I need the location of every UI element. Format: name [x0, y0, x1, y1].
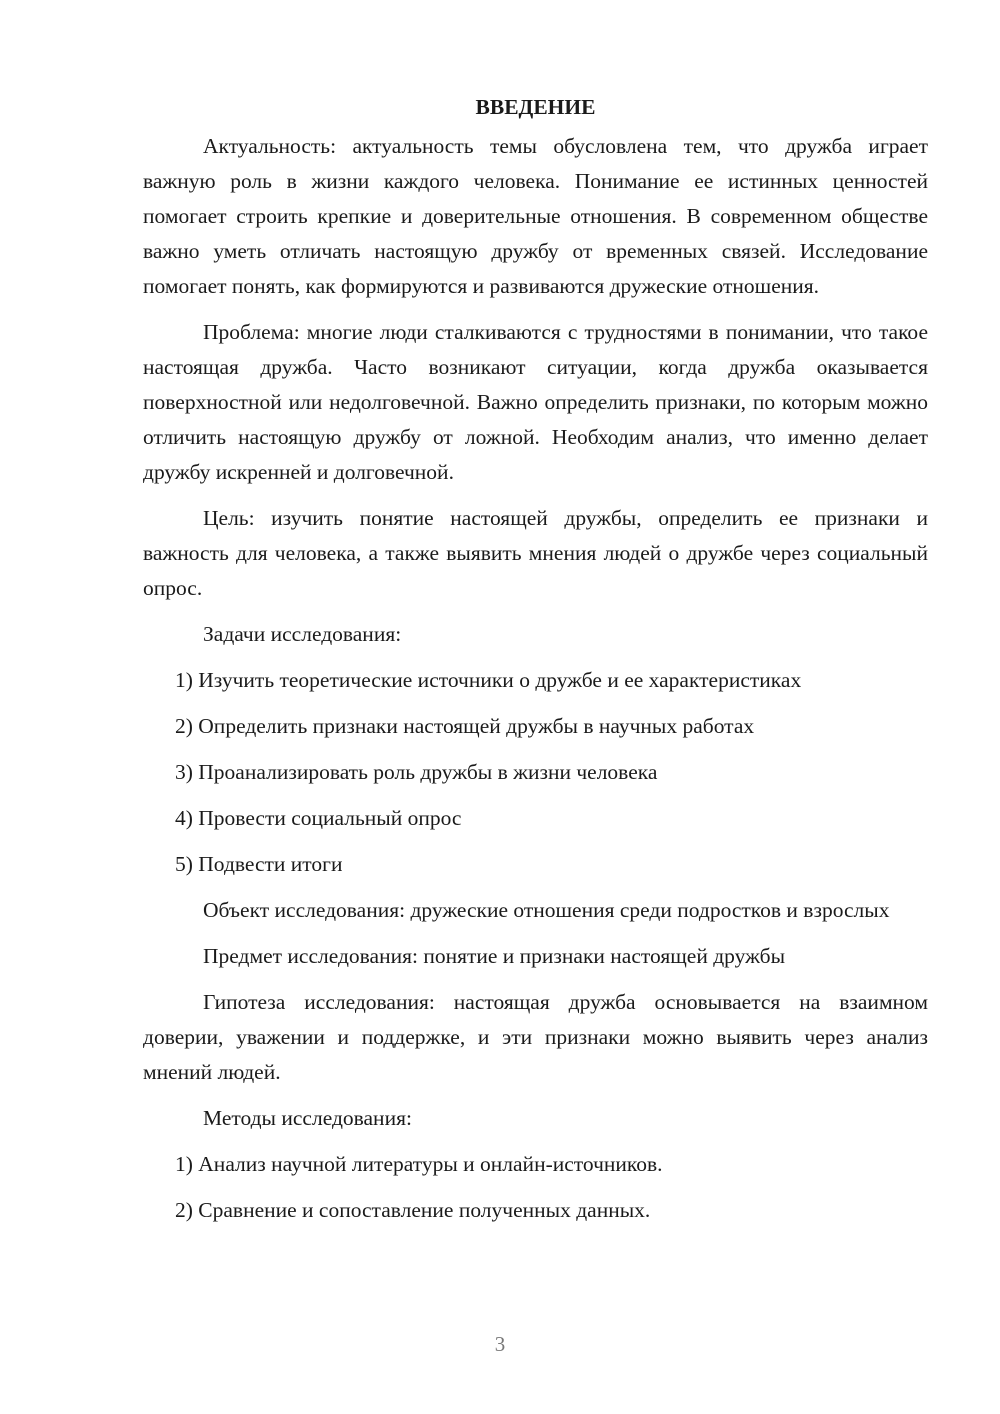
hypothesis-paragraph: Гипотеза исследования: настоящая дружба основывается на взаимном доверии, уважении и поддержке, и эти признаки можно выявить через анализ мнений людей.: [143, 990, 928, 1084]
list-item: 2) Определить признаки настоящей дружбы в научных работах: [175, 714, 755, 738]
subject-paragraph: Предмет исследования: понятие и признаки настоящей дружбы: [203, 944, 786, 968]
methods-list: [143, 1147, 928, 1228]
object-paragraph: Объект исследования: дружеские отношения среди подростков и взрослых: [203, 898, 890, 922]
section-title: ВВЕДЕНИЕ: [475, 95, 596, 119]
list-item: 2) Сравнение и сопоставление полученных данных.: [175, 1198, 651, 1222]
page-number: 3: [494, 1332, 506, 1356]
document-page: [143, 90, 928, 1239]
list-item: 1) Изучить теоретические источники о дружбе и ее характеристиках: [175, 668, 802, 692]
methods-heading: Методы исследования:: [203, 1106, 412, 1130]
list-item: 4) Провести социальный опрос: [175, 806, 462, 830]
list-item: 5) Подвести итоги: [175, 852, 343, 876]
tasks-heading: Задачи исследования:: [203, 622, 402, 646]
tasks-list: [143, 663, 928, 882]
relevance-paragraph: Актуальность: актуальность темы обусловлена тем, что дружба играет важную роль в жизни каждого человека. Понимание ее истинных ценностей помогает строить крепкие и доверительные отношения. В современном обществе важно уметь отличать настоящую дружбу от временных связей. Исследование помогает понять, как формируются и развиваются дружеские отношения.: [143, 134, 928, 298]
list-item: 1) Анализ научной литературы и онлайн-источников.: [175, 1152, 663, 1176]
list-item: 3) Проанализировать роль дружбы в жизни человека: [175, 760, 658, 784]
goal-paragraph: Цель: изучить понятие настоящей дружбы, определить ее признаки и важность для человека, а также выявить мнения людей о дружбе через социальный опрос.: [143, 506, 928, 600]
problem-paragraph: Проблема: многие люди сталкиваются с трудностями в понимании, что такое настоящая дружба. Часто возникают ситуации, когда дружба оказывается поверхностной или недолговечной. Важно определить признаки, по которым можно отличить настоящую дружбу от ложной. Необходим анализ, что именно делает дружбу искренней и долговечной.: [143, 320, 928, 484]
